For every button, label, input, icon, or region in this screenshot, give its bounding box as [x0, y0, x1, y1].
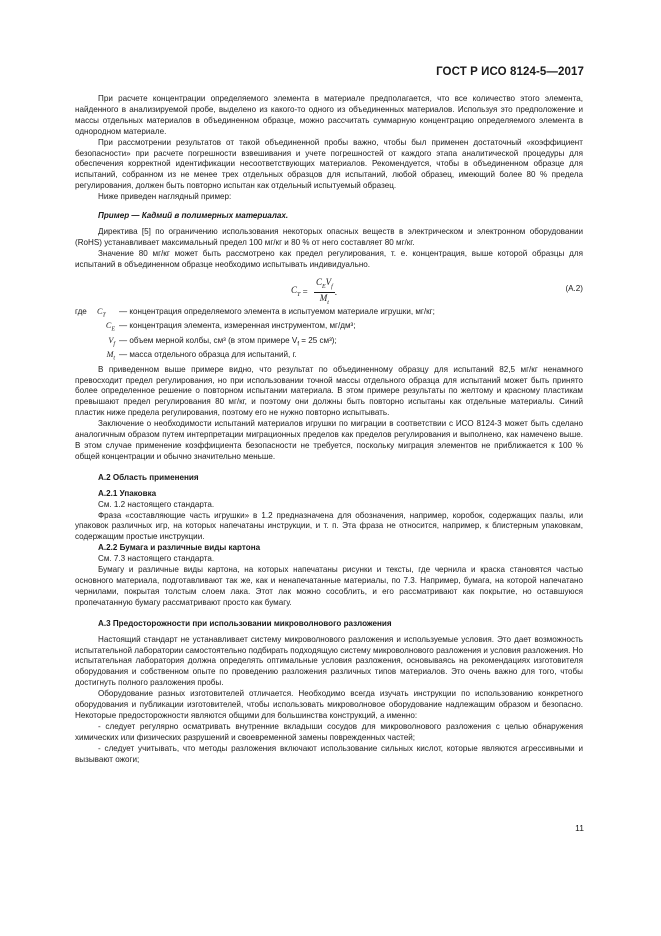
- paragraph-example-result: В приведенном выше примере видно, что результат по объединенному образцу для испытаний 82,5 мг/кг ненамного превосходит предел регулирования, но при использовании точной массы отдельного образца для испытаний может быть принято более определенное решение о повторном испытании материала. В этом примере результаты по желтому и красному пластикам превышают предел регулирования 80 мг/кг, и поэтому они должны быть повторно испытаны как отдельные материалы. Синий пластик ниже предела регулирования, поэтому его не нужно повторно испытывать.: [75, 364, 583, 418]
- page-number: 11: [575, 823, 584, 833]
- legend-text: — концентрация элемента, измеренная инструментом, мг/дм³;: [119, 321, 356, 331]
- legend-text: — масса отдельного образца для испытаний, г.: [119, 350, 297, 360]
- legend-symbol: $C_E$: [105, 321, 115, 333]
- formula-fraction: [314, 276, 338, 309]
- formula-a2: [75, 276, 583, 307]
- paragraph-example-intro: Ниже приведен наглядный пример:: [98, 192, 232, 202]
- formula-tail: .: [334, 287, 338, 298]
- legend-row-vf: [75, 336, 583, 351]
- formula-legend: [75, 307, 583, 365]
- equation-number: (A.2): [565, 283, 583, 293]
- document-header: ГОСТ Р ИСО 8124-5—2017: [436, 66, 584, 78]
- paragraph-concentration-calc: При расчете концентрации определяемого элемента в материале предполагается, что все количество этого элемента, найденного в анализируемой пробе, выделено из какого-то одного из объединенных материалов. Используя это предположение и массы отдельных материалов в объединенном образце, можно рассчитать суммарную концентрацию определяемого элемента в однородном материале.: [75, 94, 583, 136]
- paragraph-a21-text: Фраза «составляющие часть игрушки» в 1.2 предназначена для обозначения, например, коробок, содержащих пазлы, или упаковок различных игр, на которых напечатаны инструкции, и т. п. Эта фраза не относится, например, к блистерным упаковкам, содержащим простые инструкции.: [75, 510, 583, 542]
- legend-text: — объем мерной колбы, см³ (в этом примере $V_f = 25$ см³);: [119, 335, 337, 348]
- paragraph-limit: Значение 80 мг/кг может быть рассмотрено как предел регулирования, т. е. концентрация, выше которой образцы для испытаний в объединенном образце необходимо испытывать индивидуально.: [75, 248, 583, 269]
- formula-lhs: $C_T$: [291, 284, 301, 298]
- subsection-heading-a21: А.2.1 Упаковка: [98, 488, 157, 498]
- paragraph-a3-system: Настоящий стандарт не устанавливает систему микроволнового разложения и используемые условия. Это дает возможность испытательной лаборатории самостоятельно подбирать подходящую систему микроволнового разложения и условия разложения. Но испытательная лаборатория должна определять оптимальные условия разложения, основываясь на рекомендациях изготовителя оборудования и собственном опыте по проведению разложения различных типов материалов. Это очень важно для того, чтобы достигнуть полного разложения пробы.: [75, 634, 583, 688]
- section-heading-a2: А.2 Область применения: [98, 472, 199, 482]
- paragraph-a21-ref: См. 1.2 настоящего стандарта.: [98, 499, 215, 509]
- paragraph-rohs: Директива [5] по ограничению использования некоторых опасных веществ в электрическом и электронном оборудовании (RoHS) устанавливает максимальный предел 100 мг/кг и 80 % от него составляет 80 мг/кг.: [75, 226, 583, 247]
- legend-row-mt: [75, 350, 583, 365]
- paragraph-a22-ref: См. 7.3 настоящего стандарта.: [98, 554, 215, 564]
- paragraph-a22-text: Бумагу и различные виды картона, на которых напечатаны рисунки и тексты, где чернила и краска становятся частью основного материала, подготавливают так же, как и ненапечатанные материалы, по 7.3. Например, бумага, на которой напечатано чернилами, покрытая толстым слоем лака. Этот лак можно сособлить, и его рассматривают как покрытие, но оставшуюся пропечатанную бумагу рассматривают просто как бумагу.: [75, 565, 583, 607]
- legend-row-ce: [75, 321, 583, 336]
- formula-denominator: $M_t$: [319, 293, 329, 307]
- legend-symbol: $M_t$: [106, 350, 115, 362]
- paragraph-migration: Заключение о необходимости испытаний материалов игрушки по миграции в соответствии с ИСО 8124-3 может быть сделано аналогичным образом путем интерпретации миграционных пределов как пределов регулирования и выполнено, как намечено выше. В этом случае применение коэффициента безопасности не требуется, поскольку миграция элементов не приближается к 100 % общей концентрации и обычно значительно меньше.: [75, 419, 583, 461]
- example-heading: Пример — Кадмий в полимерных материалах.: [98, 211, 289, 221]
- legend-symbol: $C_T$: [97, 306, 106, 319]
- subsection-heading-a22: А.2.2 Бумага и различные виды картона: [98, 543, 261, 553]
- legend-text: — концентрация определяемого элемента в испытуемом материале игрушки, мг/кг;: [119, 306, 435, 316]
- formula-expression: [291, 277, 337, 309]
- formula-numerator: $C_EV_f$: [314, 277, 335, 294]
- legend-prefix: где: [75, 306, 87, 316]
- paragraph-a3-equipment: Оборудование разных изготовителей отличается. Необходимо всегда изучать инструкции по использованию конкретного оборудования и публикации изготовителей, чтобы использовать микроволновое оборудование надлежащим образом и безопасно. Некоторые предосторожности являются общими для большинства конструкций, а именно:: [75, 689, 583, 720]
- list-item-acids: - следует учитывать, что методы разложения включают использование сильных кислот, которые являются агрессивными и вызывают ожоги;: [75, 743, 583, 764]
- section-heading-a3: А.3 Предосторожности при использовании микроволнового разложения: [98, 618, 392, 628]
- paragraph-safety-factor: При рассмотрении результатов от такой объединенной пробы важно, чтобы был применен достаточный «коэффициент безопасности» при расчете погрешности взвешивания и учете погрешностей от каждого этапа аналитической процедуры для обеспечения корректной идентификации несоответствующих материалов. Рекомендуется, чтобы в объединенном образце для испытаний, собранном из не менее трех отдельных образцов для испытаний, любой образец, имеющий более 80 % предела регулирования, должен быть повторно испытан как отдельный испытуемый образец.: [75, 137, 583, 191]
- legend-symbol: $V_f$: [108, 335, 115, 348]
- formula-equals: =: [300, 287, 310, 298]
- page-content: [75, 94, 583, 765]
- list-item-liners: - следует регулярно осматривать внутренние вкладыши сосудов для микроволнового разложения с целью обнаружения химических или физических разрушений и своевременной замены поврежденных частей;: [75, 721, 583, 742]
